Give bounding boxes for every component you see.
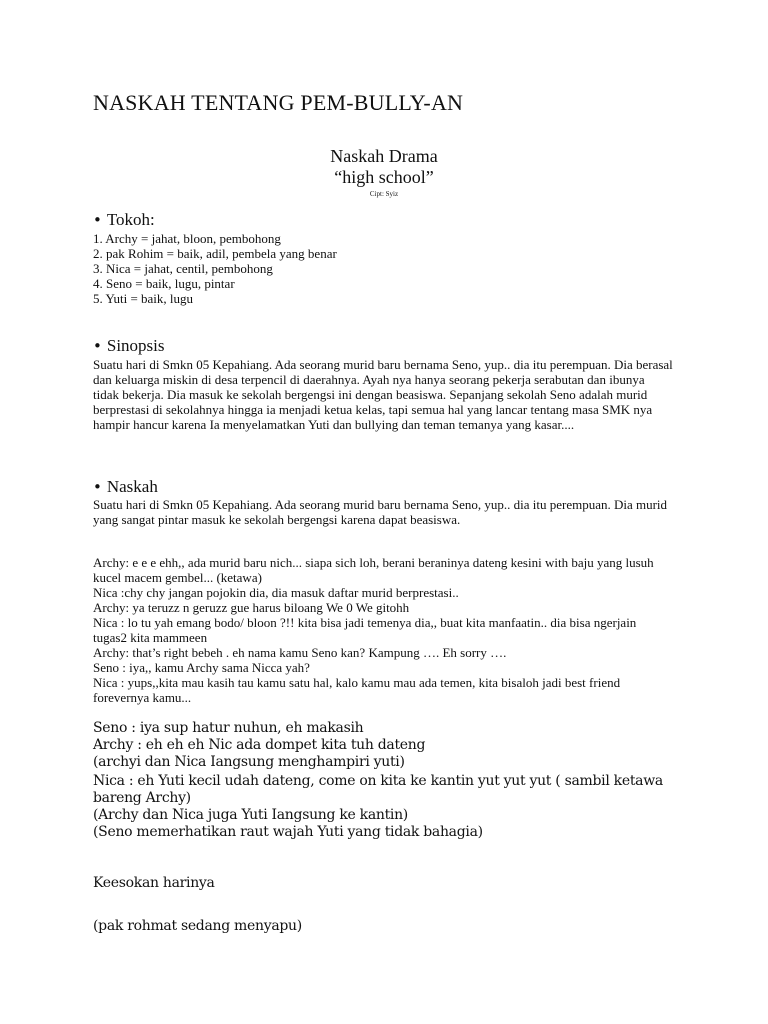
dialog-line: Nica : lo tu yah emang bodo/ bloon ?!! kita bisa jadi temenya dia,, buat kita manfaatin.. dia bisa ngerjain tugas2 kita mammeen [93,615,637,645]
dialog-line: (Seno memerhatikan raut wajah Yuti yang tidak bahagia) [93,824,483,840]
tokoh-heading: • Tokoh: [93,210,155,229]
dialog-block-1 [93,555,673,705]
dialog-line: Seno : iya,, kamu Archy sama Nicca yah? [93,660,310,675]
document-title: NASKAH TENTANG PEM-BULLY-AN [93,90,464,115]
dialog-line: Nica : yups,,kita mau kasih tau kamu satu hal, kalo kamu mau ada temen, kita bisaloh jadi best friend forevernya kamu... [93,675,621,705]
dialog-line: Seno : iya sup hatur nuhun, eh makasih [93,720,364,736]
dialog-block-2 [93,720,683,841]
tokoh-item: 3. Nica = jahat, centil, pembohong [93,261,273,276]
dialog-line: Archy : eh eh eh Nic ada dompet kita tuh dateng [93,737,426,753]
keesokan-line: Keesokan harinya [93,875,215,891]
tokoh-item: 4. Seno = baik, lugu, pintar [93,276,235,291]
tokoh-item: 5. Yuti = baik, lugu [93,291,194,306]
dialog-line: (Archy dan Nica juga Yuti Iangsung ke kantin) [93,807,408,823]
pak-rohmat-line: (pak rohmat sedang menyapu) [93,918,302,934]
drama-title: Naskah Drama [330,146,438,166]
tokoh-item: 2. pak Rohim = baik, adil, pembela yang benar [93,246,337,261]
tokoh-item: 1. Archy = jahat, bloon, pembohong [93,231,281,246]
drama-subtitle: “high school” [334,167,434,187]
bullet-icon: • [93,337,102,355]
drama-author: Cipt: Syiz [369,190,399,198]
tokoh-list [93,231,337,306]
dialog-line: Nica : eh Yuti kecil udah dateng, come on kita ke kantin yut yut yut ( sambil ketawa bareng Archy) [93,773,663,806]
sinopsis-heading: • Sinopsis [93,336,165,355]
bullet-icon: • [93,211,102,229]
sinopsis-text: Suatu hari di Smkn 05 Kepahiang. Ada seorang murid baru bernama Seno, yup.. dia itu perempuan. Dia berasal dan keluarga miskin di desa terpencil di daerahnya. Ayah nya hanya seorang pekerja serabutan dan ibunya tidak bekerja. Dia masuk ke sekolah bergengsi ini dengan beasiswa. Sepanjang sekolah Seno adalah murid berprestasi di sekolahnya hingga ia menjadi ketua kelas, tapi semua hal yang lancar tentang masa SMK nya hampir hancur karena Ia menyelamatkan Yuti dan bullying dan teman temanya yang kasar.... [93,357,673,432]
dialog-line: Archy: that’s right bebeh . eh nama kamu Seno kan? Kampung …. Eh sorry …. [93,645,507,660]
naskah-heading: • Naskah [93,477,158,496]
dialog-line: Archy: e e e ehh,, ada murid baru nich... siapa sich loh, berani beraninya dateng kesini with baju yang lusuh kucel macem gembel... (ketawa) [93,555,654,585]
dialog-line: (archyi dan Nica Iangsung menghampiri yuti) [93,754,405,770]
dialog-line: Nica :chy chy jangan pojokin dia, dia masuk daftar murid berprestasi.. [93,585,459,600]
naskah-intro: Suatu hari di Smkn 05 Kepahiang. Ada seorang murid baru bernama Seno, yup.. dia itu perempuan. Dia murid yang sangat pintar masuk ke sekolah bergengsi karena dapat beasiswa. [93,497,668,527]
dialog-line: Archy: ya teruzz n geruzz gue harus biloang We 0 We gitohh [93,600,410,615]
bullet-icon: • [93,478,102,496]
